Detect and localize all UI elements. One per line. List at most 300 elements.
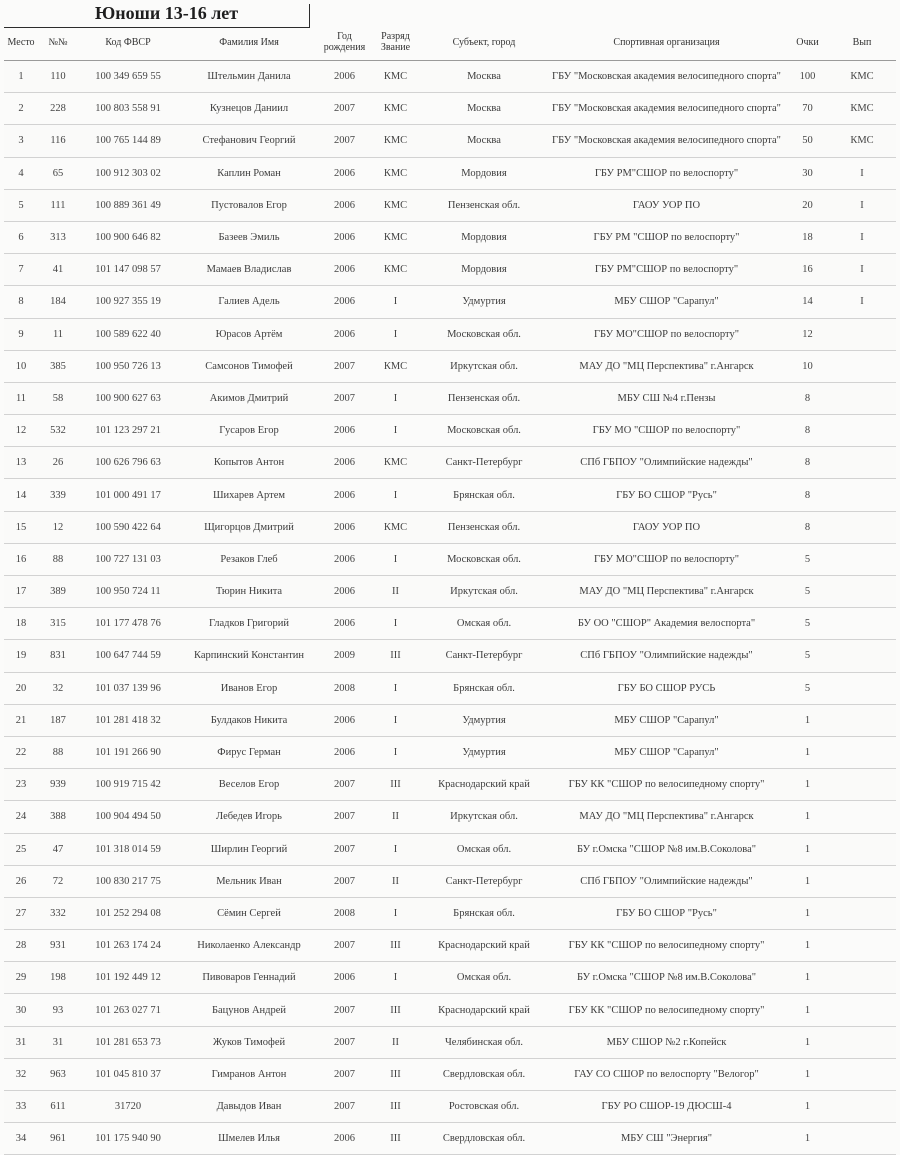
cell-points: 1	[787, 930, 828, 962]
cell-organization: ГБУ МО"СШОР по велоспорту"	[546, 318, 787, 350]
cell-place: 24	[4, 801, 38, 833]
cell-year: 2008	[320, 897, 369, 929]
cell-rank: КМС	[369, 447, 422, 479]
cell-region: Брянская обл.	[422, 479, 546, 511]
cell-organization: МБУ СШОР №2 г.Копейск	[546, 1026, 787, 1058]
cell-region: Челябинская обл.	[422, 1026, 546, 1058]
cell-code: 101 318 014 59	[78, 833, 178, 865]
cell-region: Санкт-Петербург	[422, 447, 546, 479]
cell-fulfilled	[828, 801, 896, 833]
cell-fulfilled: I	[828, 189, 896, 221]
cell-number: 187	[38, 704, 78, 736]
cell-place: 16	[4, 543, 38, 575]
cell-rank: III	[369, 769, 422, 801]
cell-region: Пензенская обл.	[422, 382, 546, 414]
cell-rank: III	[369, 1058, 422, 1090]
cell-organization: СПб ГБПОУ "Олимпийские надежды"	[546, 865, 787, 897]
cell-year: 2006	[320, 415, 369, 447]
cell-year: 2009	[320, 640, 369, 672]
cell-rank: III	[369, 640, 422, 672]
cell-organization: МБУ СШ "Энергия"	[546, 1123, 787, 1155]
table-row	[4, 801, 896, 833]
cell-name: Шихарев Артем	[178, 479, 320, 511]
table-row	[4, 962, 896, 994]
cell-name: Карпинский Константин	[178, 640, 320, 672]
cell-number: 939	[38, 769, 78, 801]
cell-fulfilled	[828, 994, 896, 1026]
table-row	[4, 1026, 896, 1058]
cell-year: 2007	[320, 994, 369, 1026]
cell-rank: II	[369, 576, 422, 608]
table-row	[4, 93, 896, 125]
cell-name: Лебедев Игорь	[178, 801, 320, 833]
cell-name: Самсонов Тимофей	[178, 350, 320, 382]
cell-place: 6	[4, 221, 38, 253]
cell-place: 14	[4, 479, 38, 511]
cell-points: 1	[787, 833, 828, 865]
cell-place: 19	[4, 640, 38, 672]
cell-number: 339	[38, 479, 78, 511]
cell-year: 2006	[320, 1123, 369, 1155]
cell-rank: КМС	[369, 125, 422, 157]
cell-fulfilled	[828, 833, 896, 865]
cell-name: Бацунов Андрей	[178, 994, 320, 1026]
cell-rank: I	[369, 962, 422, 994]
table-row	[4, 254, 896, 286]
cell-number: 32	[38, 672, 78, 704]
cell-name: Мельник Иван	[178, 865, 320, 897]
cell-place: 3	[4, 125, 38, 157]
cell-organization: ГБУ РМ"СШОР по велоспорту"	[546, 157, 787, 189]
cell-code: 100 900 646 82	[78, 221, 178, 253]
table-row	[4, 994, 896, 1026]
cell-code: 101 177 478 76	[78, 608, 178, 640]
cell-organization: МАУ ДО "МЦ Перспектива" г.Ангарск	[546, 576, 787, 608]
cell-points: 5	[787, 608, 828, 640]
cell-number: 389	[38, 576, 78, 608]
cell-points: 12	[787, 318, 828, 350]
cell-region: Удмуртия	[422, 736, 546, 768]
cell-region: Иркутская обл.	[422, 576, 546, 608]
cell-code: 101 037 139 96	[78, 672, 178, 704]
cell-region: Мордовия	[422, 254, 546, 286]
cell-name: Гладков Григорий	[178, 608, 320, 640]
cell-place: 17	[4, 576, 38, 608]
cell-region: Брянская обл.	[422, 897, 546, 929]
cell-points: 30	[787, 157, 828, 189]
cell-name: Шмелев Илья	[178, 1123, 320, 1155]
cell-code: 100 590 422 64	[78, 511, 178, 543]
cell-year: 2006	[320, 576, 369, 608]
cell-name: Веселов Егор	[178, 769, 320, 801]
cell-year: 2006	[320, 704, 369, 736]
cell-place: 4	[4, 157, 38, 189]
cell-rank: I	[369, 704, 422, 736]
header-rank-line1: Разряд	[381, 31, 410, 42]
header-code: Код ФВСР	[78, 24, 178, 61]
cell-code: 100 765 144 89	[78, 125, 178, 157]
cell-name: Булдаков Никита	[178, 704, 320, 736]
cell-number: 111	[38, 189, 78, 221]
cell-points: 8	[787, 511, 828, 543]
cell-number: 12	[38, 511, 78, 543]
cell-number: 11	[38, 318, 78, 350]
cell-place: 7	[4, 254, 38, 286]
cell-number: 41	[38, 254, 78, 286]
cell-organization: ГБУ КК "СШОР по велосипедному спорту"	[546, 769, 787, 801]
cell-fulfilled	[828, 479, 896, 511]
cell-fulfilled: I	[828, 254, 896, 286]
cell-fulfilled	[828, 736, 896, 768]
cell-number: 88	[38, 543, 78, 575]
cell-code: 100 950 724 11	[78, 576, 178, 608]
cell-region: Санкт-Петербург	[422, 865, 546, 897]
cell-organization: ГБУ БО СШОР "Русь"	[546, 479, 787, 511]
table-row	[4, 672, 896, 704]
cell-year: 2006	[320, 736, 369, 768]
cell-code: 100 904 494 50	[78, 801, 178, 833]
cell-year: 2006	[320, 254, 369, 286]
cell-year: 2007	[320, 865, 369, 897]
cell-number: 110	[38, 61, 78, 93]
cell-code: 100 349 659 55	[78, 61, 178, 93]
cell-region: Свердловская обл.	[422, 1058, 546, 1090]
cell-rank: I	[369, 672, 422, 704]
cell-fulfilled	[828, 511, 896, 543]
cell-points: 20	[787, 189, 828, 221]
cell-organization: ГАУ СО СШОР по велоспорту "Велогор"	[546, 1058, 787, 1090]
cell-name: Кузнецов Даниил	[178, 93, 320, 125]
table-row	[4, 865, 896, 897]
cell-rank: КМС	[369, 350, 422, 382]
header-organization: Спортивная организация	[546, 24, 787, 61]
cell-region: Москва	[422, 125, 546, 157]
cell-fulfilled	[828, 1026, 896, 1058]
cell-place: 5	[4, 189, 38, 221]
cell-points: 5	[787, 640, 828, 672]
cell-rank: КМС	[369, 511, 422, 543]
cell-organization: МАУ ДО "МЦ Перспектива" г.Ангарск	[546, 350, 787, 382]
cell-name: Пустовалов Егор	[178, 189, 320, 221]
cell-code: 100 919 715 42	[78, 769, 178, 801]
cell-fulfilled	[828, 415, 896, 447]
cell-year: 2006	[320, 189, 369, 221]
cell-code: 100 803 558 91	[78, 93, 178, 125]
cell-fulfilled	[828, 704, 896, 736]
cell-name: Ширлин Георгий	[178, 833, 320, 865]
cell-organization: СПб ГБПОУ "Олимпийские надежды"	[546, 640, 787, 672]
cell-code: 100 589 622 40	[78, 318, 178, 350]
cell-name: Каплин Роман	[178, 157, 320, 189]
cell-rank: II	[369, 865, 422, 897]
cell-fulfilled	[828, 1058, 896, 1090]
cell-number: 72	[38, 865, 78, 897]
cell-organization: ГБУ "Московская академия велосипедного спорта"	[546, 125, 787, 157]
cell-fulfilled	[828, 318, 896, 350]
cell-organization: ГБУ РМ "СШОР по велоспорту"	[546, 221, 787, 253]
cell-points: 10	[787, 350, 828, 382]
table-row	[4, 511, 896, 543]
header-birth-year	[320, 24, 369, 61]
cell-name: Галиев Адель	[178, 286, 320, 318]
cell-points: 1	[787, 1026, 828, 1058]
cell-region: Удмуртия	[422, 704, 546, 736]
cell-fulfilled: I	[828, 157, 896, 189]
cell-year: 2006	[320, 447, 369, 479]
header-birth-year-line2: рождения	[323, 42, 366, 53]
header-place: Место	[4, 24, 38, 61]
cell-region: Пензенская обл.	[422, 189, 546, 221]
cell-number: 184	[38, 286, 78, 318]
table-row	[4, 736, 896, 768]
cell-name: Гусаров Егор	[178, 415, 320, 447]
cell-code: 101 147 098 57	[78, 254, 178, 286]
cell-year: 2007	[320, 833, 369, 865]
table-row	[4, 930, 896, 962]
table-row	[4, 897, 896, 929]
cell-rank: III	[369, 1123, 422, 1155]
cell-code: 101 045 810 37	[78, 1058, 178, 1090]
cell-code: 100 830 217 75	[78, 865, 178, 897]
cell-points: 1	[787, 1058, 828, 1090]
cell-region: Омская обл.	[422, 962, 546, 994]
cell-points: 1	[787, 897, 828, 929]
cell-name: Акимов Дмитрий	[178, 382, 320, 414]
results-table	[4, 24, 896, 1155]
cell-number: 93	[38, 994, 78, 1026]
cell-rank: I	[369, 318, 422, 350]
cell-points: 1	[787, 704, 828, 736]
cell-fulfilled: I	[828, 221, 896, 253]
cell-name: Гимранов Антон	[178, 1058, 320, 1090]
cell-region: Москва	[422, 61, 546, 93]
cell-code: 100 950 726 13	[78, 350, 178, 382]
cell-name: Фирус Герман	[178, 736, 320, 768]
cell-region: Пензенская обл.	[422, 511, 546, 543]
cell-name: Николаенко Александр	[178, 930, 320, 962]
cell-place: 20	[4, 672, 38, 704]
cell-year: 2007	[320, 125, 369, 157]
cell-place: 11	[4, 382, 38, 414]
table-row	[4, 640, 896, 672]
cell-points: 1	[787, 1123, 828, 1155]
cell-place: 10	[4, 350, 38, 382]
cell-year: 2006	[320, 962, 369, 994]
cell-place: 12	[4, 415, 38, 447]
cell-place: 2	[4, 93, 38, 125]
cell-organization: ГБУ РМ"СШОР по велоспорту"	[546, 254, 787, 286]
cell-fulfilled: КМС	[828, 61, 896, 93]
cell-place: 34	[4, 1123, 38, 1155]
cell-name: Жуков Тимофей	[178, 1026, 320, 1058]
cell-organization: ГБУ "Московская академия велосипедного спорта"	[546, 93, 787, 125]
cell-rank: I	[369, 286, 422, 318]
cell-organization: ГБУ РО СШОР-19 ДЮСШ-4	[546, 1091, 787, 1123]
cell-year: 2006	[320, 286, 369, 318]
cell-organization: МБУ СШОР "Сарапул"	[546, 704, 787, 736]
cell-name: Иванов Егор	[178, 672, 320, 704]
cell-name: Базеев Эмиль	[178, 221, 320, 253]
cell-year: 2006	[320, 221, 369, 253]
table-row	[4, 1123, 896, 1155]
cell-year: 2006	[320, 543, 369, 575]
cell-fulfilled: I	[828, 286, 896, 318]
cell-code: 101 281 418 32	[78, 704, 178, 736]
table-row	[4, 447, 896, 479]
cell-region: Мордовия	[422, 157, 546, 189]
cell-number: 532	[38, 415, 78, 447]
cell-points: 8	[787, 382, 828, 414]
cell-fulfilled: КМС	[828, 125, 896, 157]
cell-organization: БУ ОО "СШОР" Академия велоспорта"	[546, 608, 787, 640]
cell-number: 58	[38, 382, 78, 414]
cell-code: 100 727 131 03	[78, 543, 178, 575]
cell-region: Иркутская обл.	[422, 801, 546, 833]
cell-points: 8	[787, 415, 828, 447]
cell-fulfilled	[828, 576, 896, 608]
cell-organization: БУ г.Омска "СШОР №8 им.В.Соколова"	[546, 833, 787, 865]
cell-organization: ГБУ "Московская академия велосипедного спорта"	[546, 61, 787, 93]
cell-number: 961	[38, 1123, 78, 1155]
cell-code: 100 626 796 63	[78, 447, 178, 479]
cell-region: Краснодарский край	[422, 994, 546, 1026]
cell-number: 26	[38, 447, 78, 479]
cell-fulfilled	[828, 769, 896, 801]
cell-rank: КМС	[369, 189, 422, 221]
cell-code: 100 927 355 19	[78, 286, 178, 318]
cell-fulfilled: КМС	[828, 93, 896, 125]
cell-points: 50	[787, 125, 828, 157]
table-row	[4, 157, 896, 189]
cell-year: 2007	[320, 1026, 369, 1058]
table-row	[4, 833, 896, 865]
cell-rank: III	[369, 930, 422, 962]
cell-fulfilled	[828, 640, 896, 672]
header-region: Субъект, город	[422, 24, 546, 61]
cell-points: 14	[787, 286, 828, 318]
cell-code: 101 263 027 71	[78, 994, 178, 1026]
cell-points: 70	[787, 93, 828, 125]
cell-year: 2007	[320, 930, 369, 962]
cell-place: 15	[4, 511, 38, 543]
cell-points: 1	[787, 994, 828, 1026]
header-points: Очки	[787, 24, 828, 61]
cell-points: 1	[787, 865, 828, 897]
cell-place: 30	[4, 994, 38, 1026]
cell-organization: ГБУ КК "СШОР по велосипедному спорту"	[546, 994, 787, 1026]
cell-number: 388	[38, 801, 78, 833]
cell-organization: ГБУ КК "СШОР по велосипедному спорту"	[546, 930, 787, 962]
cell-number: 65	[38, 157, 78, 189]
cell-region: Московская обл.	[422, 318, 546, 350]
cell-place: 13	[4, 447, 38, 479]
cell-name: Пивоваров Геннадий	[178, 962, 320, 994]
table-row	[4, 608, 896, 640]
cell-name: Давыдов Иван	[178, 1091, 320, 1123]
cell-region: Ростовская обл.	[422, 1091, 546, 1123]
cell-place: 18	[4, 608, 38, 640]
cell-place: 25	[4, 833, 38, 865]
cell-year: 2006	[320, 608, 369, 640]
cell-points: 1	[787, 962, 828, 994]
cell-name: Юрасов Артём	[178, 318, 320, 350]
cell-number: 931	[38, 930, 78, 962]
cell-region: Московская обл.	[422, 543, 546, 575]
cell-points: 1	[787, 769, 828, 801]
cell-rank: II	[369, 801, 422, 833]
cell-number: 47	[38, 833, 78, 865]
cell-rank: I	[369, 415, 422, 447]
cell-code: 101 123 297 21	[78, 415, 178, 447]
cell-organization: ГАОУ УОР ПО	[546, 189, 787, 221]
cell-rank: КМС	[369, 254, 422, 286]
cell-fulfilled	[828, 382, 896, 414]
cell-region: Иркутская обл.	[422, 350, 546, 382]
cell-code: 101 252 294 08	[78, 897, 178, 929]
cell-code: 101 000 491 17	[78, 479, 178, 511]
cell-name: Штельмин Данила	[178, 61, 320, 93]
cell-code: 101 192 449 12	[78, 962, 178, 994]
table-row	[4, 1091, 896, 1123]
cell-code: 100 912 303 02	[78, 157, 178, 189]
cell-fulfilled	[828, 543, 896, 575]
table-row	[4, 1058, 896, 1090]
cell-fulfilled	[828, 447, 896, 479]
cell-organization: СПб ГБПОУ "Олимпийские надежды"	[546, 447, 787, 479]
cell-rank: I	[369, 833, 422, 865]
cell-code: 100 900 627 63	[78, 382, 178, 414]
cell-rank: I	[369, 608, 422, 640]
cell-organization: МБУ СШ №4 г.Пензы	[546, 382, 787, 414]
cell-rank: КМС	[369, 93, 422, 125]
cell-region: Удмуртия	[422, 286, 546, 318]
cell-name: Стефанович Георгий	[178, 125, 320, 157]
cell-name: Сёмин Сергей	[178, 897, 320, 929]
cell-fulfilled	[828, 930, 896, 962]
cell-organization: МБУ СШОР "Сарапул"	[546, 286, 787, 318]
header-number: №№	[38, 24, 78, 61]
cell-fulfilled	[828, 962, 896, 994]
cell-number: 313	[38, 221, 78, 253]
table-row	[4, 543, 896, 575]
cell-rank: КМС	[369, 157, 422, 189]
cell-rank: II	[369, 1026, 422, 1058]
cell-number: 332	[38, 897, 78, 929]
cell-fulfilled	[828, 350, 896, 382]
table-row	[4, 479, 896, 511]
cell-place: 23	[4, 769, 38, 801]
header-name: Фамилия Имя	[178, 24, 320, 61]
cell-points: 16	[787, 254, 828, 286]
cell-name: Резаков Глеб	[178, 543, 320, 575]
table-row	[4, 415, 896, 447]
cell-year: 2006	[320, 511, 369, 543]
cell-rank: КМС	[369, 61, 422, 93]
cell-year: 2007	[320, 801, 369, 833]
header-fulfilled: Вып	[828, 24, 896, 61]
cell-name: Тюрин Никита	[178, 576, 320, 608]
cell-number: 31	[38, 1026, 78, 1058]
page-title: Юноши 13-16 лет	[95, 3, 239, 23]
cell-year: 2007	[320, 93, 369, 125]
cell-name: Мамаев Владислав	[178, 254, 320, 286]
cell-place: 1	[4, 61, 38, 93]
cell-region: Свердловская обл.	[422, 1123, 546, 1155]
cell-place: 9	[4, 318, 38, 350]
cell-number: 385	[38, 350, 78, 382]
cell-points: 8	[787, 479, 828, 511]
cell-points: 100	[787, 61, 828, 93]
